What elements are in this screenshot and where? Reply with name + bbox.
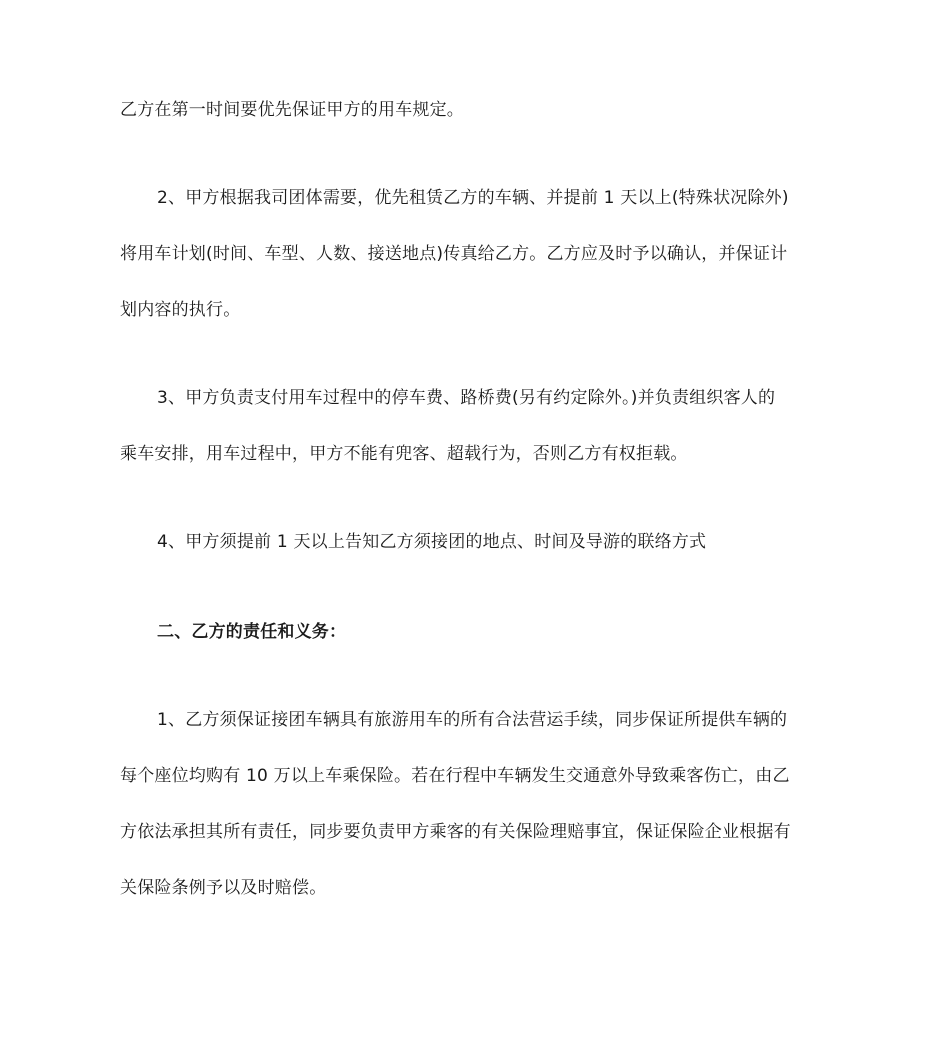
paragraph-line: 乘车安排，用车过程中，甲方不能有兜客、超载行为，否则乙方有权拒载。 — [120, 444, 688, 464]
paragraph-line: 1、乙方须保证接团车辆具有旅游用车的所有合法营运手续，同步保证所提供车辆的 — [157, 710, 788, 730]
paragraph-line: 关保险条例予以及时赔偿。 — [120, 878, 327, 898]
paragraph-line: 2、甲方根据我司团体需要，优先租赁乙方的车辆、并提前 1 天以上(特殊状况除外) — [157, 188, 789, 208]
section-heading: 二、乙方的责任和义务： — [157, 622, 347, 642]
paragraph-line: 方依法承担其所有责任，同步要负责甲方乘客的有关保险理赔事宜，保证保险企业根据有 — [120, 822, 791, 842]
paragraph-line: 4、甲方须提前 1 天以上告知乙方须接团的地点、时间及导游的联络方式 — [157, 532, 707, 552]
paragraph-line: 乙方在第一时间要优先保证甲方的用车规定。 — [120, 100, 464, 120]
paragraph-line: 将用车计划(时间、车型、人数、接送地点)传真给乙方。乙方应及时予以确认，并保证计 — [120, 244, 788, 264]
paragraph-line: 划内容的执行。 — [120, 300, 241, 320]
paragraph-line: 每个座位均购有 10 万以上车乘保险。若在行程中车辆发生交通意外导致乘客伤亡，由乙 — [120, 766, 790, 786]
paragraph-line: 3、甲方负责支付用车过程中的停车费、路桥费(另有约定除外。)并负责组织客人的 — [157, 388, 776, 408]
